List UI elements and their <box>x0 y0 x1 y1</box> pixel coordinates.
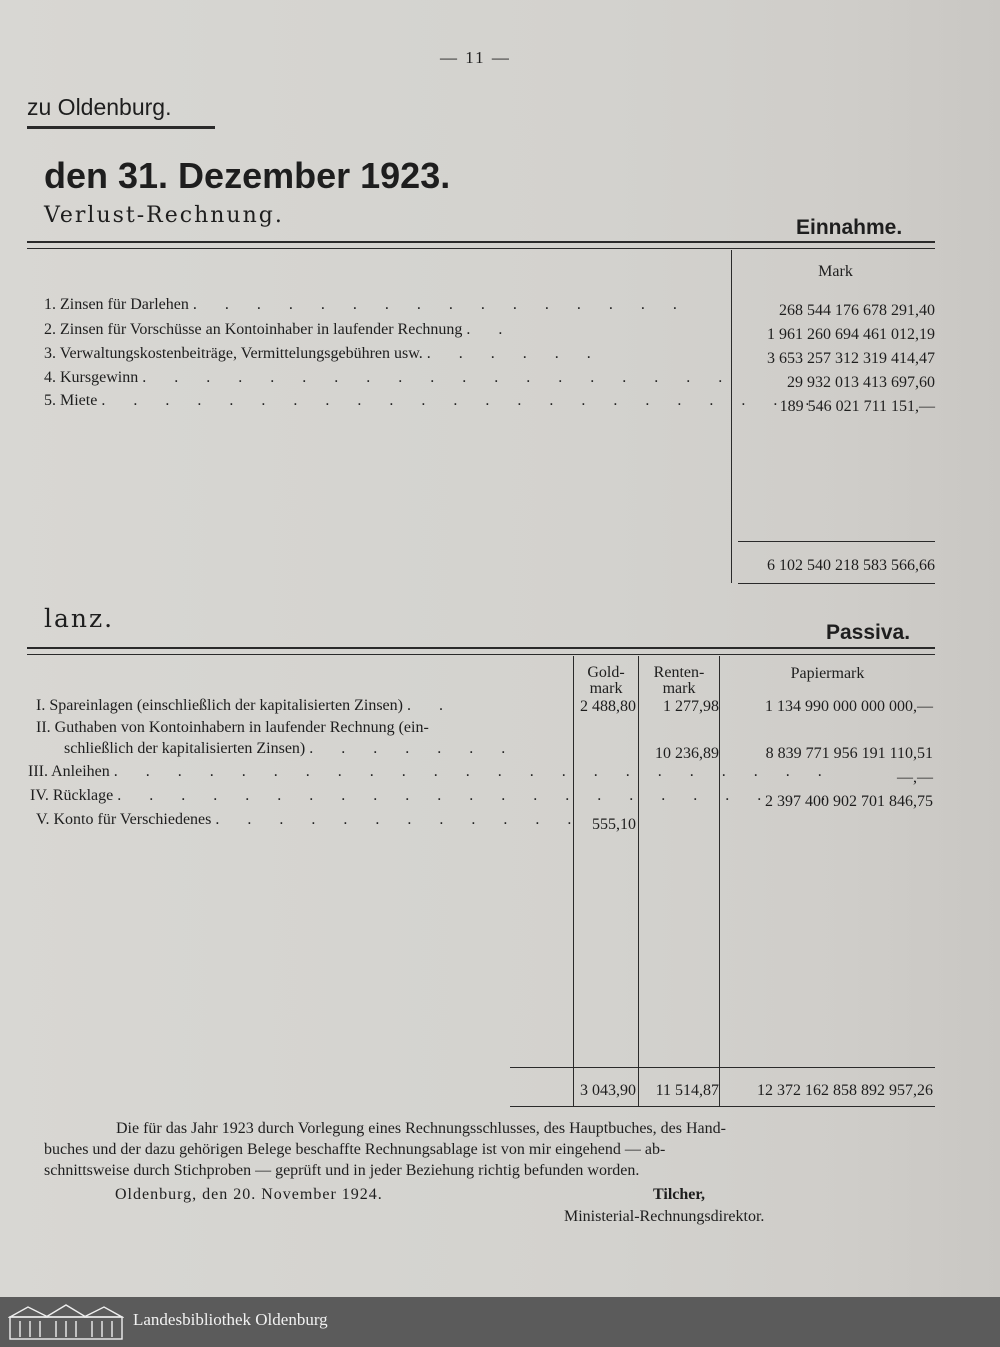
bilanz-total-underline <box>510 1106 935 1107</box>
bilanz-item-label: III. Anleihen . . . . . . . . . . . . . . . . . . . . . . . <box>28 763 834 780</box>
verlust-top-rule <box>27 241 935 243</box>
verlust-item-amount: 268 544 176 678 291,40 <box>779 302 935 319</box>
place-date: Oldenburg, den 20. November 1924. <box>115 1186 383 1203</box>
verlust-total: 6 102 540 218 583 566,66 <box>767 557 935 574</box>
bilanz-papier-amount: —,— <box>897 769 933 786</box>
bilanz-side-label: Passiva. <box>826 621 911 644</box>
renten-column-divider-right <box>719 656 720 1107</box>
bilanz-item-label: IV. Rücklage . . . . . . . . . . . . . . . . . . . . . . . <box>30 787 838 804</box>
verlust-item-amount: 189 546 021 711 151,— <box>779 398 935 415</box>
bilanz-renten-amount: 1 277,98 <box>663 698 719 715</box>
library-building-icon <box>8 1303 124 1341</box>
page-number: — 11 — <box>440 48 511 67</box>
bilanz-item-label: V. Konto für Verschiedenes . . . . . . . . . . . . <box>36 811 584 828</box>
bilanz-gold-amount: 2 488,80 <box>580 698 636 715</box>
verlust-item-label: 3. Verwaltungskostenbeiträge, Vermittelungsgebühren usw. . . . . . . <box>44 345 603 362</box>
bilanz-item-label: II. Guthaben von Kontoinhabern in laufender Rechnung (ein- <box>36 719 429 736</box>
verlust-total-underline <box>738 583 935 584</box>
bilanz-gold-amount: 555,10 <box>592 816 636 833</box>
gold-column-divider-left <box>573 656 574 1107</box>
verlust-title: Verlust-Rechnung. <box>44 203 284 228</box>
verlust-side-label: Einnahme. <box>796 216 903 239</box>
verlust-col-header: Mark <box>818 263 853 280</box>
city-title: zu Oldenburg. <box>27 94 172 120</box>
bilanz-total-rule <box>510 1067 935 1068</box>
bilanz-top-rule <box>27 647 935 649</box>
papier-column-header: Papiermark <box>790 665 865 682</box>
bilanz-item-label: I. Spareinlagen (einschließlich der kapitalisierten Zinsen) . . <box>36 697 455 714</box>
verlust-total-rule <box>738 541 935 542</box>
bilanz-renten-total: 11 514,87 <box>655 1082 719 1099</box>
date-title: den 31. Dezember 1923. <box>44 155 451 196</box>
verlust-item-label: 1. Zinsen für Darlehen . . . . . . . . . . . . . . . . <box>44 296 689 313</box>
bilanz-papier-total: 12 372 162 858 892 957,26 <box>757 1082 933 1099</box>
verlust-item-amount: 3 653 257 312 319 414,47 <box>767 350 935 367</box>
bilanz-papier-amount: 1 134 990 000 000 000,— <box>765 698 933 715</box>
certification-text: Die für das Jahr 1923 durch Vorlegung eines Rechnungsschlusses, des Hauptbuches, des Hand- buches und der dazu gehörigen Belege beschaffte Rechnungsablage ist von mir eingehend — ab- schnittsweise durch Stichproben — geprüft und in jeder Beziehung richtig befunden worden. <box>44 1120 726 1179</box>
gold-column-divider-right <box>638 656 639 1107</box>
bilanz-gold-total: 3 043,90 <box>580 1082 636 1099</box>
bilanz-papier-amount: 2 397 400 902 701 846,75 <box>765 793 933 810</box>
signature-name: Tilcher, <box>653 1186 706 1203</box>
verlust-item-label: 4. Kursgewinn . . . . . . . . . . . . . . . . . . . <box>44 369 735 386</box>
verlust-column-divider <box>731 250 732 583</box>
library-name: Landesbibliothek Oldenburg <box>133 1310 328 1329</box>
bilanz-top-rule-thin <box>27 654 935 655</box>
library-footer <box>0 1297 1000 1347</box>
bilanz-renten-amount: 10 236,89 <box>655 745 719 762</box>
verlust-item-label: 2. Zinsen für Vorschüsse an Kontoinhaber in laufender Rechnung . . <box>44 321 515 338</box>
renten-column-header: Renten- mark <box>653 664 705 697</box>
gold-column-header: Gold- mark <box>587 664 625 697</box>
verlust-item-amount: 29 932 013 413 697,60 <box>787 374 935 391</box>
bilanz-papier-amount: 8 839 771 956 191 110,51 <box>765 745 933 762</box>
verlust-item-amount: 1 961 260 694 461 012,19 <box>767 326 935 343</box>
bilanz-title: lanz. <box>44 604 115 633</box>
verlust-top-rule-thin <box>27 248 935 249</box>
bilanz-item-label-continued: schließlich der kapitalisierten Zinsen) . . . . . . . <box>64 740 518 757</box>
signature-title: Ministerial-Rechnungsdirektor. <box>564 1208 765 1225</box>
city-title-underline <box>27 126 215 129</box>
verlust-item-label: 5. Miete . . . . . . . . . . . . . . . . . . . . . . . <box>44 392 822 409</box>
